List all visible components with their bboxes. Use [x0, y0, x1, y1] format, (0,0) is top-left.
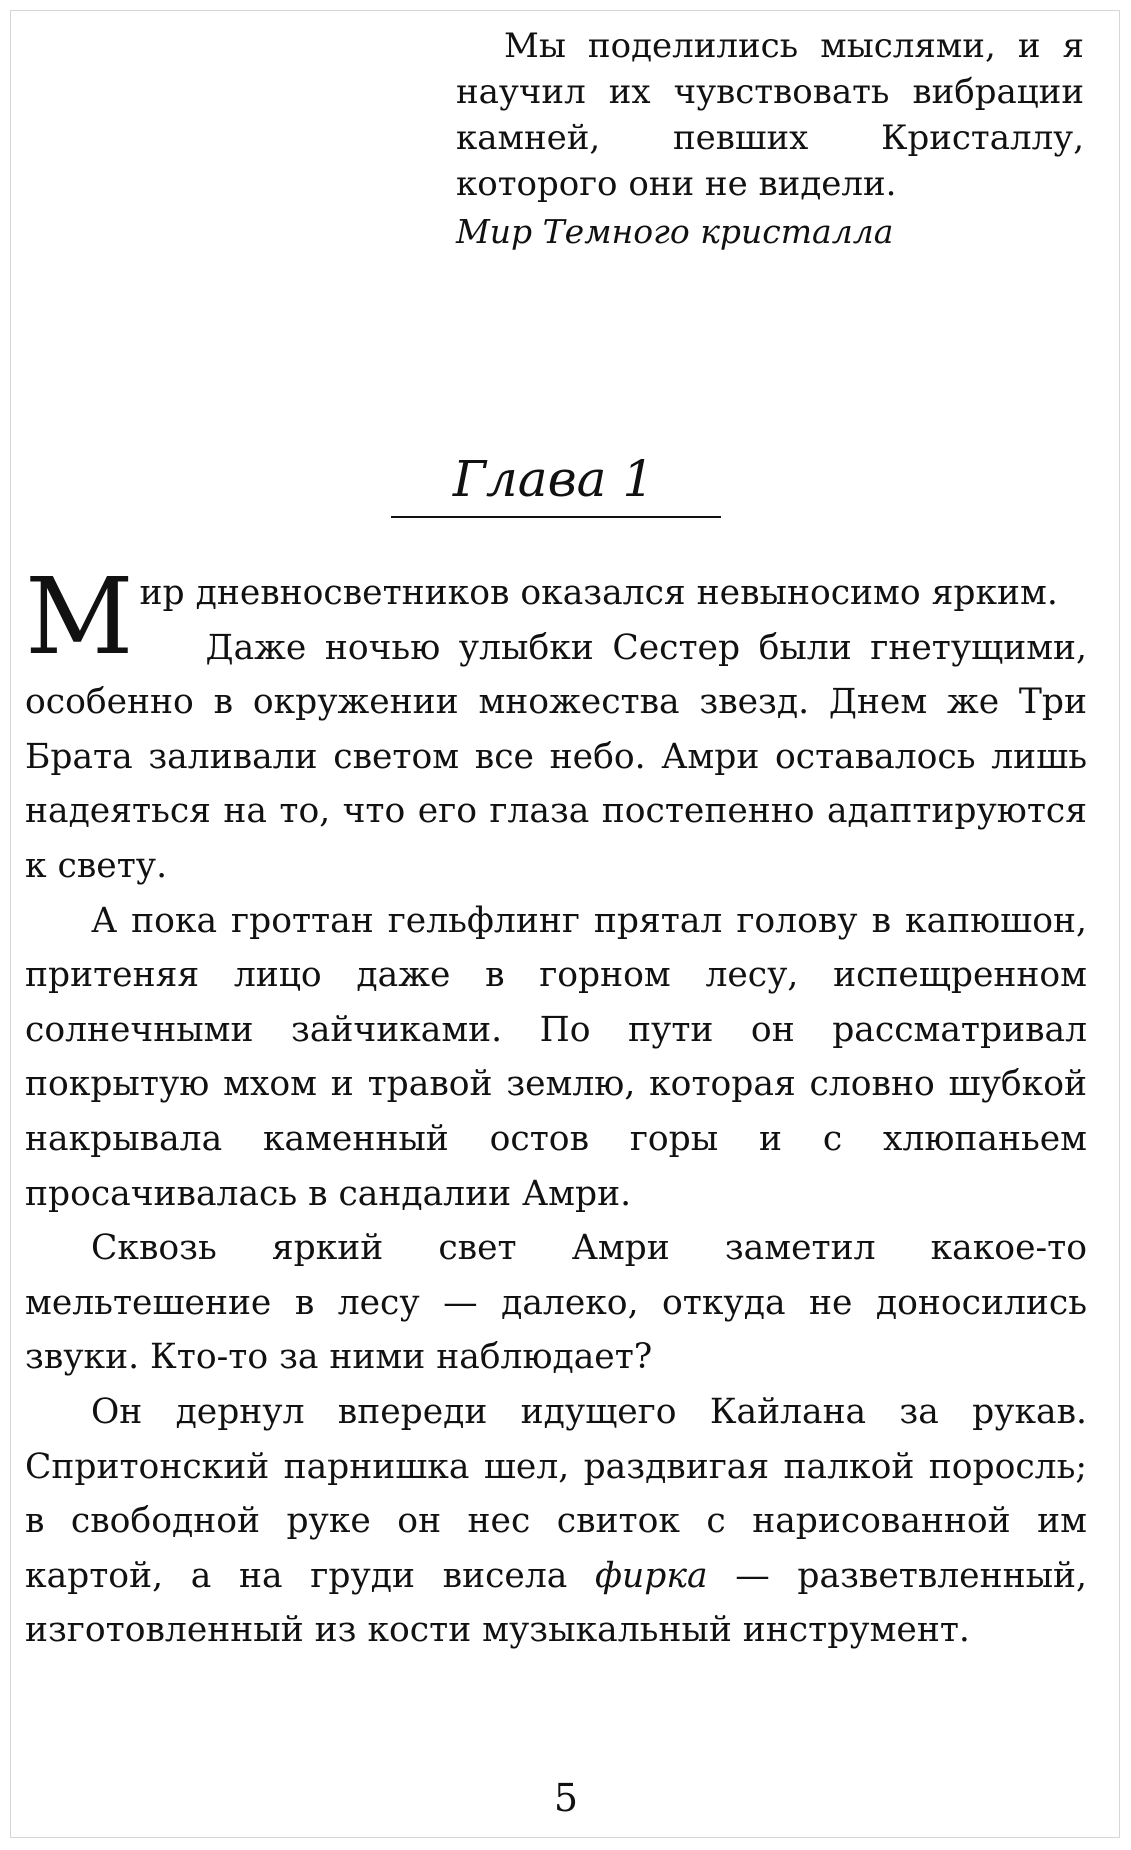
paragraph-4: Сквозь яркий свет Амри заметил какое-то мельтешение в лесу — далеко, откуда не доносились звуки. Кто-то за ними наблюдает? — [25, 1228, 1087, 1378]
drop-cap: М — [25, 555, 134, 678]
epigraph — [456, 23, 1084, 255]
paragraph-5-text-end: — разветвленный, изготовленный из кости музыкальный инструмент. — [25, 1555, 1087, 1651]
book-page — [10, 10, 1120, 1838]
page-number: 5 — [553, 1776, 579, 1820]
chapter-title-underline — [391, 516, 721, 518]
paragraph-5 — [25, 1385, 1087, 1658]
epigraph-source: Мир Темного кристалла — [456, 212, 894, 251]
chapter-body — [25, 555, 1087, 1658]
paragraph-1-text: ир дневносветников оказался невыносимо ярким. — [139, 573, 1058, 613]
paragraph-1 — [25, 555, 1087, 678]
paragraph-5-text-start: Он дернул впереди идущего Кайлана за рукав. Спритонский парнишка шел, раздвигая палкой поросль; в свободной руке он нес свиток с нарисованной им картой, а на груди висела — [25, 1391, 1087, 1596]
paragraph-2: Даже ночью улыбки Сестер были гнетущими, особенно в окружении множества звезд. Днем же Три Брата заливали светом все небо. Амри оставалось лишь надеяться на то, что его глаза постепенно адаптируются к свету. — [25, 627, 1087, 886]
epigraph-text: Мы поделились мыслями, и я научил их чувствовать вибрации камней, певших Кристаллу, которого они не видели. — [456, 26, 1084, 204]
italic-term-firka: фирка — [595, 1555, 708, 1596]
paragraph-3: А пока гроттан гельфлинг прятал голову в капюшон, притеняя лицо даже в горном лесу, испещренном солнечными зайчиками. По пути он рассматривал покрытую мхом и травой землю, которая словно шубкой накрывала каменный остов горы и с хлюпаньем просачивалась в сандалии Амри. — [25, 900, 1087, 1214]
chapter-title: Глава 1 — [452, 450, 655, 508]
